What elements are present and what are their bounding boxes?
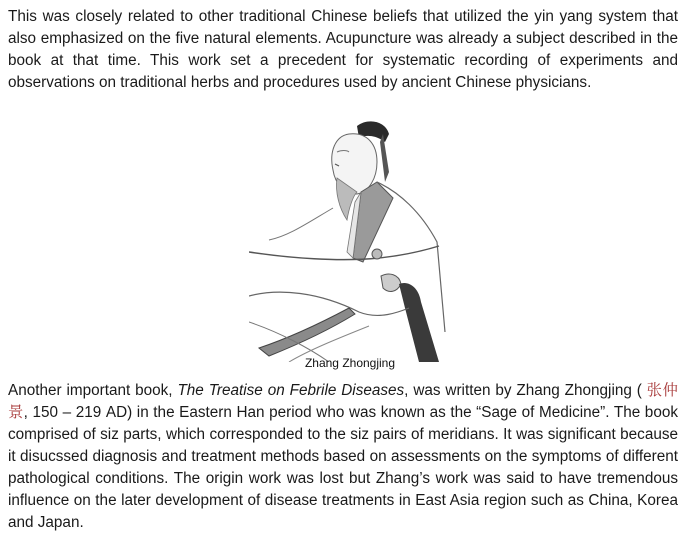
paragraph-treatise (8, 380, 678, 534)
paragraph-text-b: , was written by Zhang Zhongjing ( (404, 382, 647, 399)
figure-caption: Zhang Zhongjing (304, 356, 396, 370)
paragraph-text-c: , 150 – 219 AD) in the Eastern Han period who was known as the “Sage of Medicine”. The book comprised of siz parts, which corresponded to the siz pairs of meridians. It was significant because it disucssed diagnosis and treatment methods based on assessments on the symptoms of different pathological conditions. The origin work was lost but Zhang’s work was said to have tremendous influence on the later development of disease treatments in East Asia region such as China, Korea and Japan. (8, 404, 678, 531)
scholar-portrait-icon (249, 112, 447, 362)
paragraph-intro: This was closely related to other traditional Chinese beliefs that utilized the yin yang system that also emphasized on the five natural elements. Acupuncture was already a subject described in the book at that time. This work set a precedent for systematic recording of experiments and observations on traditional herbs and procedures used by ancient Chinese physicians. (8, 8, 678, 91)
book-title: The Treatise on Febrile Diseases (177, 382, 405, 399)
paragraph-text-a: Another important book, (8, 382, 178, 399)
portrait-figure (249, 112, 447, 362)
chinese-name: 张仲景 (8, 382, 678, 421)
